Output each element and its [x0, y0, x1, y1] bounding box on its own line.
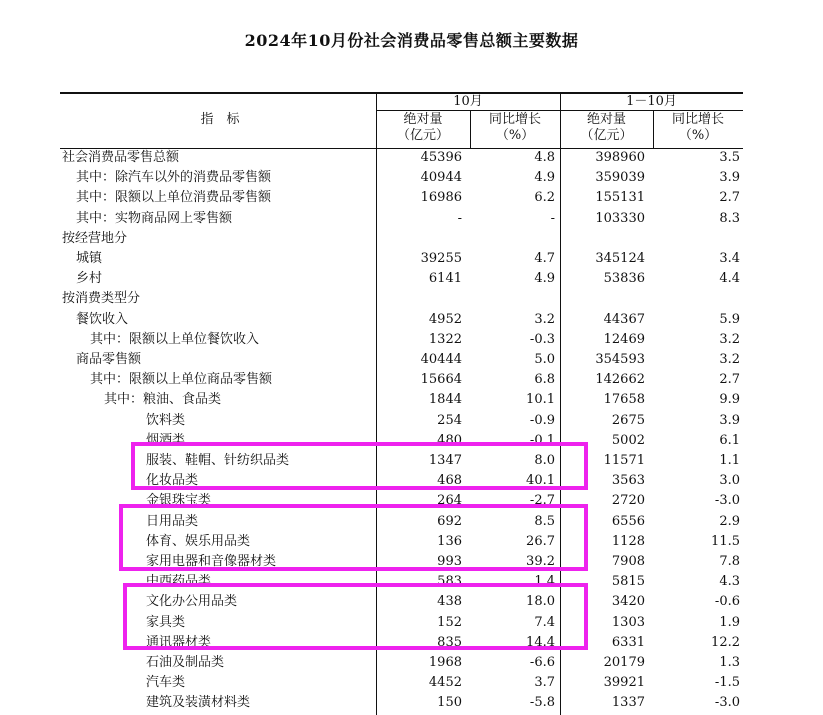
row-label: 其中：限额以上单位餐饮收入 — [90, 331, 260, 347]
ytd-absolute-value: 2675 — [611, 412, 645, 428]
header-month-yoy — [470, 112, 560, 144]
row-label: 饮料类 — [146, 412, 186, 428]
row-label: 其中：实物商品网上零售额 — [76, 210, 233, 226]
row-label: 文化办公用品类 — [146, 594, 238, 610]
month-absolute-value: 45396 — [420, 150, 462, 165]
row-label: 通讯器材类 — [146, 634, 212, 650]
month-absolute-value: 1844 — [428, 392, 462, 408]
row-label: 石油及制品类 — [146, 655, 225, 670]
ytd-yoy-growth: 4.3 — [719, 574, 740, 590]
table-row — [60, 289, 743, 309]
month-absolute-value: 4452 — [428, 675, 462, 691]
ytd-yoy-growth: 1.1 — [719, 453, 740, 468]
month-yoy-growth: 18.0 — [526, 594, 555, 610]
ytd-absolute-value: 53836 — [603, 271, 645, 287]
ytd-yoy-growth: 3.4 — [719, 251, 740, 266]
month-absolute-value: 4952 — [428, 311, 462, 327]
row-label: 中西药品类 — [146, 574, 212, 590]
header-yoy-line2: （%） — [678, 128, 718, 143]
ytd-absolute-value: 6556 — [611, 513, 645, 529]
header-ytd-abs — [560, 112, 653, 144]
month-yoy-growth: -5.8 — [529, 695, 555, 711]
ytd-yoy-growth: 1.9 — [719, 614, 740, 630]
month-yoy-growth: 26.7 — [526, 533, 555, 549]
header-abs-line1: 绝对量 — [586, 112, 626, 127]
table-row — [60, 673, 743, 693]
month-yoy-growth: 6.2 — [534, 190, 555, 206]
month-yoy-growth: 7.4 — [534, 614, 555, 630]
ytd-yoy-growth: 2.7 — [719, 372, 740, 388]
ytd-yoy-growth: 8.3 — [719, 210, 740, 226]
ytd-absolute-value: 345124 — [595, 251, 645, 266]
month-absolute-value: 993 — [437, 554, 462, 569]
highlight-box-apparel-cosmetics — [131, 442, 588, 490]
ytd-absolute-value: 1337 — [611, 695, 645, 711]
month-absolute-value: 6141 — [428, 271, 462, 287]
ytd-absolute-value: 142662 — [595, 372, 645, 388]
row-label: 其中：除汽车以外的消费品零售额 — [76, 170, 272, 186]
row-label: 化妆品类 — [146, 473, 199, 489]
month-absolute-value: 254 — [437, 412, 462, 428]
highlight-box-office-furniture-telecom — [123, 583, 588, 650]
month-yoy-growth: 4.8 — [534, 150, 555, 165]
month-absolute-value: 583 — [437, 574, 462, 590]
ytd-absolute-value: 354593 — [595, 352, 645, 367]
header-yoy-line1: 同比增长 — [671, 112, 724, 127]
ytd-absolute-value: 6331 — [611, 634, 645, 650]
month-absolute-value: 1322 — [428, 331, 462, 347]
month-yoy-growth: -0.3 — [529, 331, 555, 347]
row-label: 汽车类 — [146, 675, 186, 691]
header-group-month: 10月 — [453, 94, 483, 109]
row-label: 其中：限额以上单位商品零售额 — [90, 372, 273, 388]
table-row — [60, 693, 743, 713]
header-abs-line2: （亿元） — [396, 128, 449, 143]
month-yoy-growth: -6.6 — [529, 655, 555, 670]
ytd-absolute-value: 3563 — [611, 473, 645, 489]
table-row — [60, 249, 743, 269]
ytd-yoy-growth: -3.0 — [714, 695, 740, 711]
header-abs-line1: 绝对量 — [403, 112, 443, 127]
row-label: 烟酒类 — [146, 432, 186, 448]
ytd-yoy-growth: 9.9 — [719, 392, 740, 408]
ytd-absolute-value: 398960 — [595, 150, 645, 165]
header-group-ytd: 1－10月 — [626, 94, 677, 109]
table-row — [60, 370, 743, 390]
ytd-absolute-value: 155131 — [595, 190, 645, 206]
table-row — [60, 330, 743, 350]
month-absolute-value: 438 — [437, 594, 462, 610]
row-label: 建筑及装潢材料类 — [146, 695, 251, 711]
month-absolute-value: 835 — [437, 634, 462, 650]
ytd-absolute-value: 5815 — [611, 574, 645, 590]
month-yoy-growth: 39.2 — [526, 554, 555, 569]
month-yoy-growth: 14.4 — [526, 634, 555, 650]
month-yoy-growth: -2.7 — [529, 493, 555, 509]
row-label: 按经营地分 — [62, 230, 128, 246]
ytd-absolute-value: 5002 — [611, 432, 645, 448]
row-label: 商品零售额 — [76, 352, 142, 367]
month-yoy-growth: 5.0 — [534, 352, 555, 367]
month-yoy-growth: -0.1 — [529, 432, 555, 448]
row-label: 服装、鞋帽、针纺织品类 — [146, 453, 290, 468]
table-row — [60, 269, 743, 289]
month-yoy-growth: 4.9 — [534, 271, 555, 287]
ytd-yoy-growth: 2.7 — [719, 190, 740, 206]
row-label: 其中：限额以上单位消费品零售额 — [76, 190, 272, 206]
table-row — [60, 168, 743, 188]
ytd-absolute-value: 12469 — [603, 331, 645, 347]
month-yoy-growth: 8.0 — [534, 453, 555, 468]
row-label: 乡村 — [76, 271, 103, 287]
header-ytd-yoy — [653, 112, 743, 144]
month-absolute-value: 692 — [437, 513, 462, 529]
row-label: 城镇 — [76, 251, 103, 266]
month-absolute-value: 136 — [437, 533, 462, 549]
month-yoy-growth: 3.7 — [534, 675, 555, 691]
row-label: 家具类 — [146, 614, 186, 630]
month-yoy-growth: 6.8 — [534, 372, 555, 388]
table-row — [60, 411, 743, 431]
ytd-absolute-value: 1128 — [611, 533, 645, 549]
month-absolute-value: 40944 — [420, 170, 462, 186]
month-yoy-growth: 8.5 — [534, 513, 555, 529]
ytd-absolute-value: 359039 — [595, 170, 645, 186]
row-label: 按消费类型分 — [62, 291, 141, 307]
ytd-absolute-value: 17658 — [603, 392, 645, 408]
ytd-yoy-growth: -1.5 — [714, 675, 740, 691]
month-absolute-value: 150 — [437, 695, 462, 711]
ytd-absolute-value: 44367 — [603, 311, 645, 327]
ytd-yoy-growth: 3.2 — [719, 352, 740, 367]
table-row — [60, 229, 743, 249]
ytd-yoy-growth: 11.5 — [711, 533, 740, 549]
ytd-absolute-value: 1303 — [611, 614, 645, 630]
row-label: 金银珠宝类 — [146, 493, 212, 509]
month-absolute-value: 264 — [437, 493, 462, 509]
ytd-absolute-value: 39921 — [603, 675, 645, 691]
month-absolute-value: 39255 — [420, 251, 462, 266]
header-indicator: 指 标 — [200, 112, 240, 127]
month-absolute-value: 480 — [437, 432, 462, 448]
ytd-absolute-value: 103330 — [595, 210, 645, 226]
ytd-yoy-growth: -0.6 — [714, 594, 740, 610]
table-row — [60, 350, 743, 370]
highlight-box-daily-sports-appliances — [119, 504, 588, 571]
month-absolute-value: 1968 — [428, 655, 462, 670]
ytd-yoy-growth: 3.0 — [719, 473, 740, 489]
month-absolute-value: 1347 — [428, 453, 462, 468]
month-yoy-growth: 40.1 — [526, 473, 555, 489]
month-absolute-value: 40444 — [420, 352, 462, 367]
ytd-absolute-value: 20179 — [603, 655, 645, 670]
ytd-yoy-growth: -3.0 — [714, 493, 740, 509]
month-yoy-growth: 4.7 — [534, 251, 555, 266]
ytd-yoy-growth: 2.9 — [719, 513, 740, 529]
ytd-yoy-growth: 3.9 — [719, 170, 740, 186]
month-yoy-growth: - — [550, 210, 555, 226]
month-absolute-value: - — [457, 210, 462, 226]
ytd-yoy-growth: 6.1 — [719, 432, 740, 448]
table-row — [60, 188, 743, 208]
ytd-absolute-value: 11571 — [603, 453, 645, 468]
month-absolute-value: 15664 — [420, 372, 462, 388]
ytd-yoy-growth: 3.2 — [719, 331, 740, 347]
table-row — [60, 310, 743, 330]
row-label: 日用品类 — [146, 513, 199, 529]
header-abs-line2: （亿元） — [580, 128, 633, 143]
month-yoy-growth: 10.1 — [526, 392, 555, 408]
ytd-yoy-growth: 5.9 — [719, 311, 740, 327]
header-yoy-line1: 同比增长 — [488, 112, 541, 127]
ytd-yoy-growth: 12.2 — [711, 634, 740, 650]
row-label: 其中：粮油、食品类 — [104, 392, 222, 408]
row-label: 社会消费品零售总额 — [62, 150, 180, 165]
month-yoy-growth: 4.9 — [534, 170, 555, 186]
ytd-absolute-value: 3420 — [611, 594, 645, 610]
ytd-yoy-growth: 4.4 — [719, 271, 740, 287]
ytd-absolute-value: 7908 — [611, 554, 645, 569]
month-absolute-value: 16986 — [420, 190, 462, 206]
ytd-yoy-growth: 1.3 — [719, 655, 740, 670]
month-yoy-growth: 1.4 — [534, 574, 555, 590]
month-yoy-growth: -0.9 — [529, 412, 555, 428]
header-month-abs — [376, 112, 470, 144]
row-label: 家用电器和音像器材类 — [146, 554, 277, 569]
ytd-yoy-growth: 7.8 — [719, 554, 740, 569]
row-label: 餐饮收入 — [76, 311, 129, 327]
header-yoy-line2: （%） — [495, 128, 535, 143]
ytd-absolute-value: 2720 — [611, 493, 645, 509]
page-title: 2024年10月份社会消费品零售总额主要数据 — [244, 31, 579, 50]
month-yoy-growth: 3.2 — [534, 311, 555, 327]
table-row — [60, 653, 743, 673]
table-row — [60, 209, 743, 229]
month-absolute-value: 152 — [437, 614, 462, 630]
table-row — [60, 390, 743, 410]
table-row — [60, 148, 743, 168]
row-label: 体育、娱乐用品类 — [146, 533, 251, 549]
ytd-yoy-growth: 3.5 — [719, 150, 740, 165]
month-absolute-value: 468 — [437, 473, 462, 489]
ytd-yoy-growth: 3.9 — [719, 412, 740, 428]
